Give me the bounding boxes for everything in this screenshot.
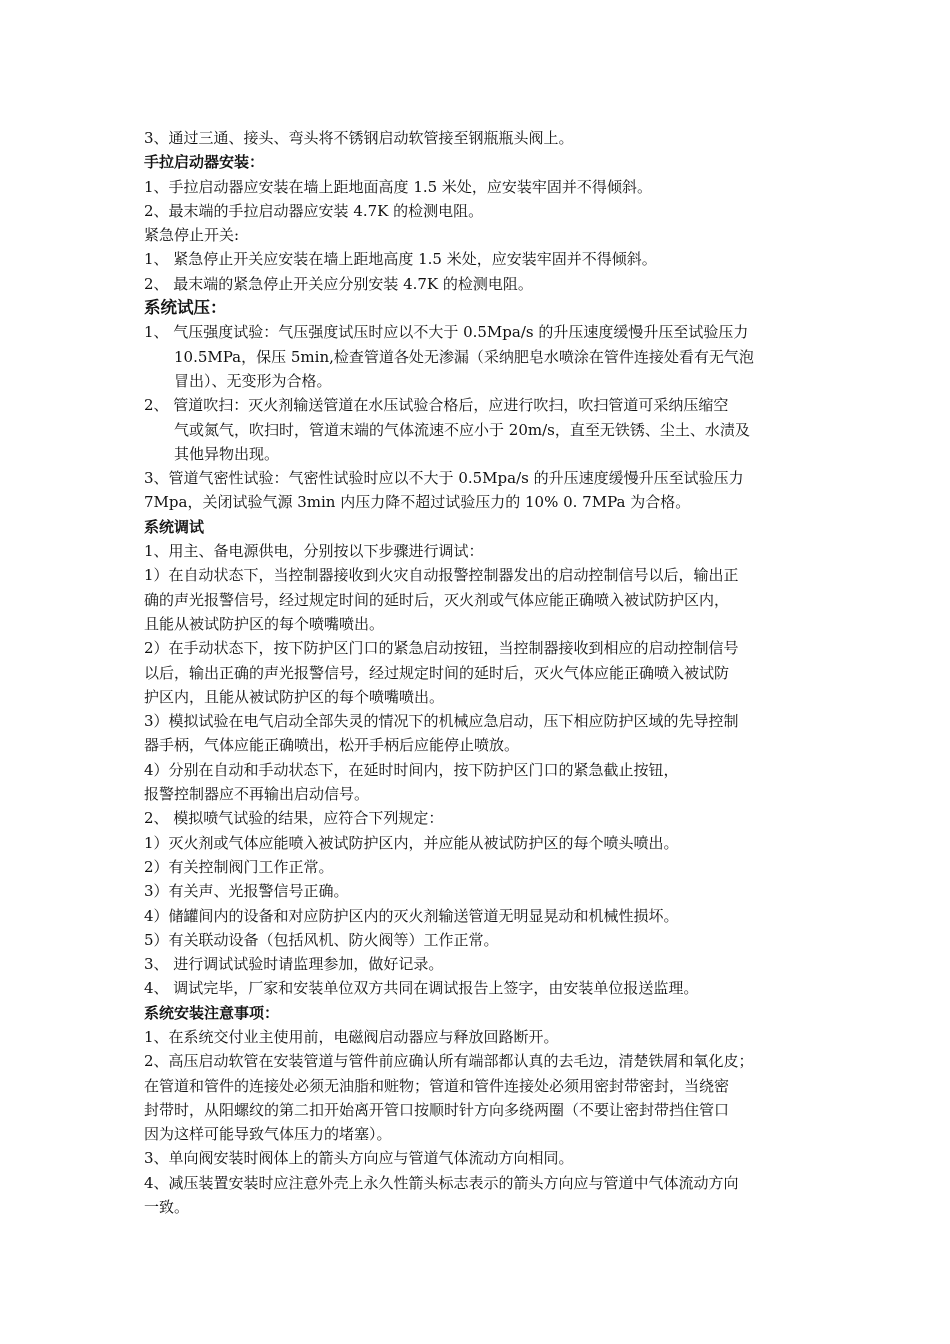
- text-line: 1、 紧急停止开关应安装在墙上距地高度 1.5 米处，应安装牢固并不得倾斜。: [144, 250, 657, 269]
- text-line: 2、 管道吹扫：灭火剂输送管道在水压试验合格后，应进行吹扫，吹扫管道可采纳压缩空: [144, 396, 729, 415]
- text-line: 封带时，从阳螺纹的第二扣开始离开管口按顺时针方向多绕两圈（不要让密封带挡住管口: [144, 1100, 730, 1119]
- text-line: 1、在系统交付业主使用前，电磁阀启动器应与释放回路断开。: [144, 1027, 559, 1046]
- text-line: 2、 模拟喷气试验的结果，应符合下列规定：: [144, 809, 444, 828]
- text-line: 4）分别在自动和手动状态下，在延时时间内，按下防护区门口的紧急截止按钮，: [144, 760, 679, 779]
- text-line: 因为这样可能导致气体压力的堵塞）。: [144, 1125, 392, 1144]
- text-line: 1、 气压强度试验：气压强度试压时应以不大于 0.5Mpa/s 的升压速度缓慢升压至试验压力: [144, 323, 749, 342]
- text-line: 2）有关控制阀门工作正常。: [144, 857, 334, 876]
- text-line: 1、手拉启动器应安装在墙上距地面高度 1.5 米处，应安装牢固并不得倾斜。: [144, 177, 652, 196]
- text-line: 1）在自动状态下，当控制器接收到火灾自动报警控制器发出的启动控制信号以后，输出正: [144, 566, 739, 585]
- text-line: 在管道和管件的连接处必须无油脂和赃物；管道和管件连接处必须用密封带密封，当绕密: [144, 1076, 730, 1095]
- text-line: 报警控制器应不再输出启动信号。: [144, 785, 370, 804]
- text-line: 3、管道气密性试验：气密性试验时应以不大于 0.5Mpa/s 的升压速度缓慢升压至试验压力: [144, 469, 744, 488]
- text-line: 冒出）、无变形为合格。: [174, 371, 332, 390]
- text-line: 2、最末端的手拉启动器应安装 4.7K 的检测电阻。: [144, 201, 484, 220]
- text-line: 紧急停止开关:: [144, 226, 240, 245]
- text-line: 3）有关声、光报警信号正确。: [144, 882, 349, 901]
- text-line: 3、通过三通、接头、弯头将不锈钢启动软管接至钢瓶瓶头阀上。: [144, 129, 574, 147]
- text-line: 一致。: [144, 1198, 190, 1217]
- text-line: 气或氮气，吹扫时，管道末端的气体流速不应小于 20m/s，直至无铁锈、尘土、水渍及: [174, 420, 750, 439]
- text-line: 3、单向阀安装时阀体上的箭头方向应与管道气体流动方向相同。: [144, 1149, 574, 1168]
- text-line: 4）储罐间内的设备和对应防护区内的灭火剂输送管道无明显晃动和机械性损坏。: [144, 906, 679, 925]
- text-line: 5）有关联动设备（包括风机、防火阀等）工作正常。: [144, 930, 499, 949]
- section-heading: 手拉启动器安装：: [144, 153, 265, 172]
- text-line: 3、 进行调试试验时请监理参加，做好记录。: [144, 955, 444, 974]
- text-line: 2）在手动状态下，按下防护区门口的紧急启动按钮，当控制器接收到相应的启动控制信号: [144, 639, 739, 658]
- text-line: 以后，输出正确的声光报警信号，经过规定时间的延时后，灭火气体应能正确喷入被试防: [144, 663, 730, 682]
- section-heading: 系统安装注意事项：: [144, 1003, 280, 1022]
- text-line: 器手柄，气体应能正确喷出，松开手柄后应能停止喷放。: [144, 736, 520, 755]
- text-line: 4、 调试完毕，厂家和安装单位双方共同在调试报告上签字，由安装单位报送监理。: [144, 979, 699, 998]
- text-line: 3）模拟试验在电气启动全部失灵的情况下的机械应急启动，压下相应防护区域的先导控制: [144, 712, 739, 731]
- text-line: 1、用主、备电源供电，分别按以下步骤进行调试：: [144, 542, 484, 561]
- section-heading: 系统试压：: [144, 298, 227, 318]
- text-line: 且能从被试防护区的每个喷嘴喷出。: [144, 614, 385, 633]
- text-line: 4、减压装置安装时应注意外壳上永久性箭头标志表示的箭头方向应与管道中气体流动方向: [144, 1173, 739, 1192]
- document-page: [144, 126, 812, 1219]
- text-line: 1）灭火剂或气体应能喷入被试防护区内，并应能从被试防护区的每个喷头喷出。: [144, 833, 679, 852]
- text-line: 10.5MPa，保压 5min,检查管道各处无渗漏（采纳肥皂水喷涂在管件连接处看有无气泡: [174, 347, 754, 366]
- section-heading: 系统调试: [144, 517, 205, 536]
- text-line: 确的声光报警信号，经过规定时间的延时后，灭火剂或气体应能正确喷入被试防护区内，: [144, 590, 730, 609]
- text-line: 2、高压启动软管在安装管道与管件前应确认所有端部都认真的去毛边，清楚铁屑和氧化皮；: [144, 1052, 754, 1071]
- text-line: 其他异物出现。: [174, 444, 280, 463]
- text-line: 7Mpa，关闭试验气源 3min 内压力降不超过试验压力的 10% 0. 7MPa 为合格。: [144, 493, 691, 512]
- text-line: 护区内，且能从被试防护区的每个喷嘴喷出。: [144, 687, 445, 706]
- text-line: 2、 最末端的紧急停止开关应分别安装 4.7K 的检测电阻。: [144, 274, 533, 293]
